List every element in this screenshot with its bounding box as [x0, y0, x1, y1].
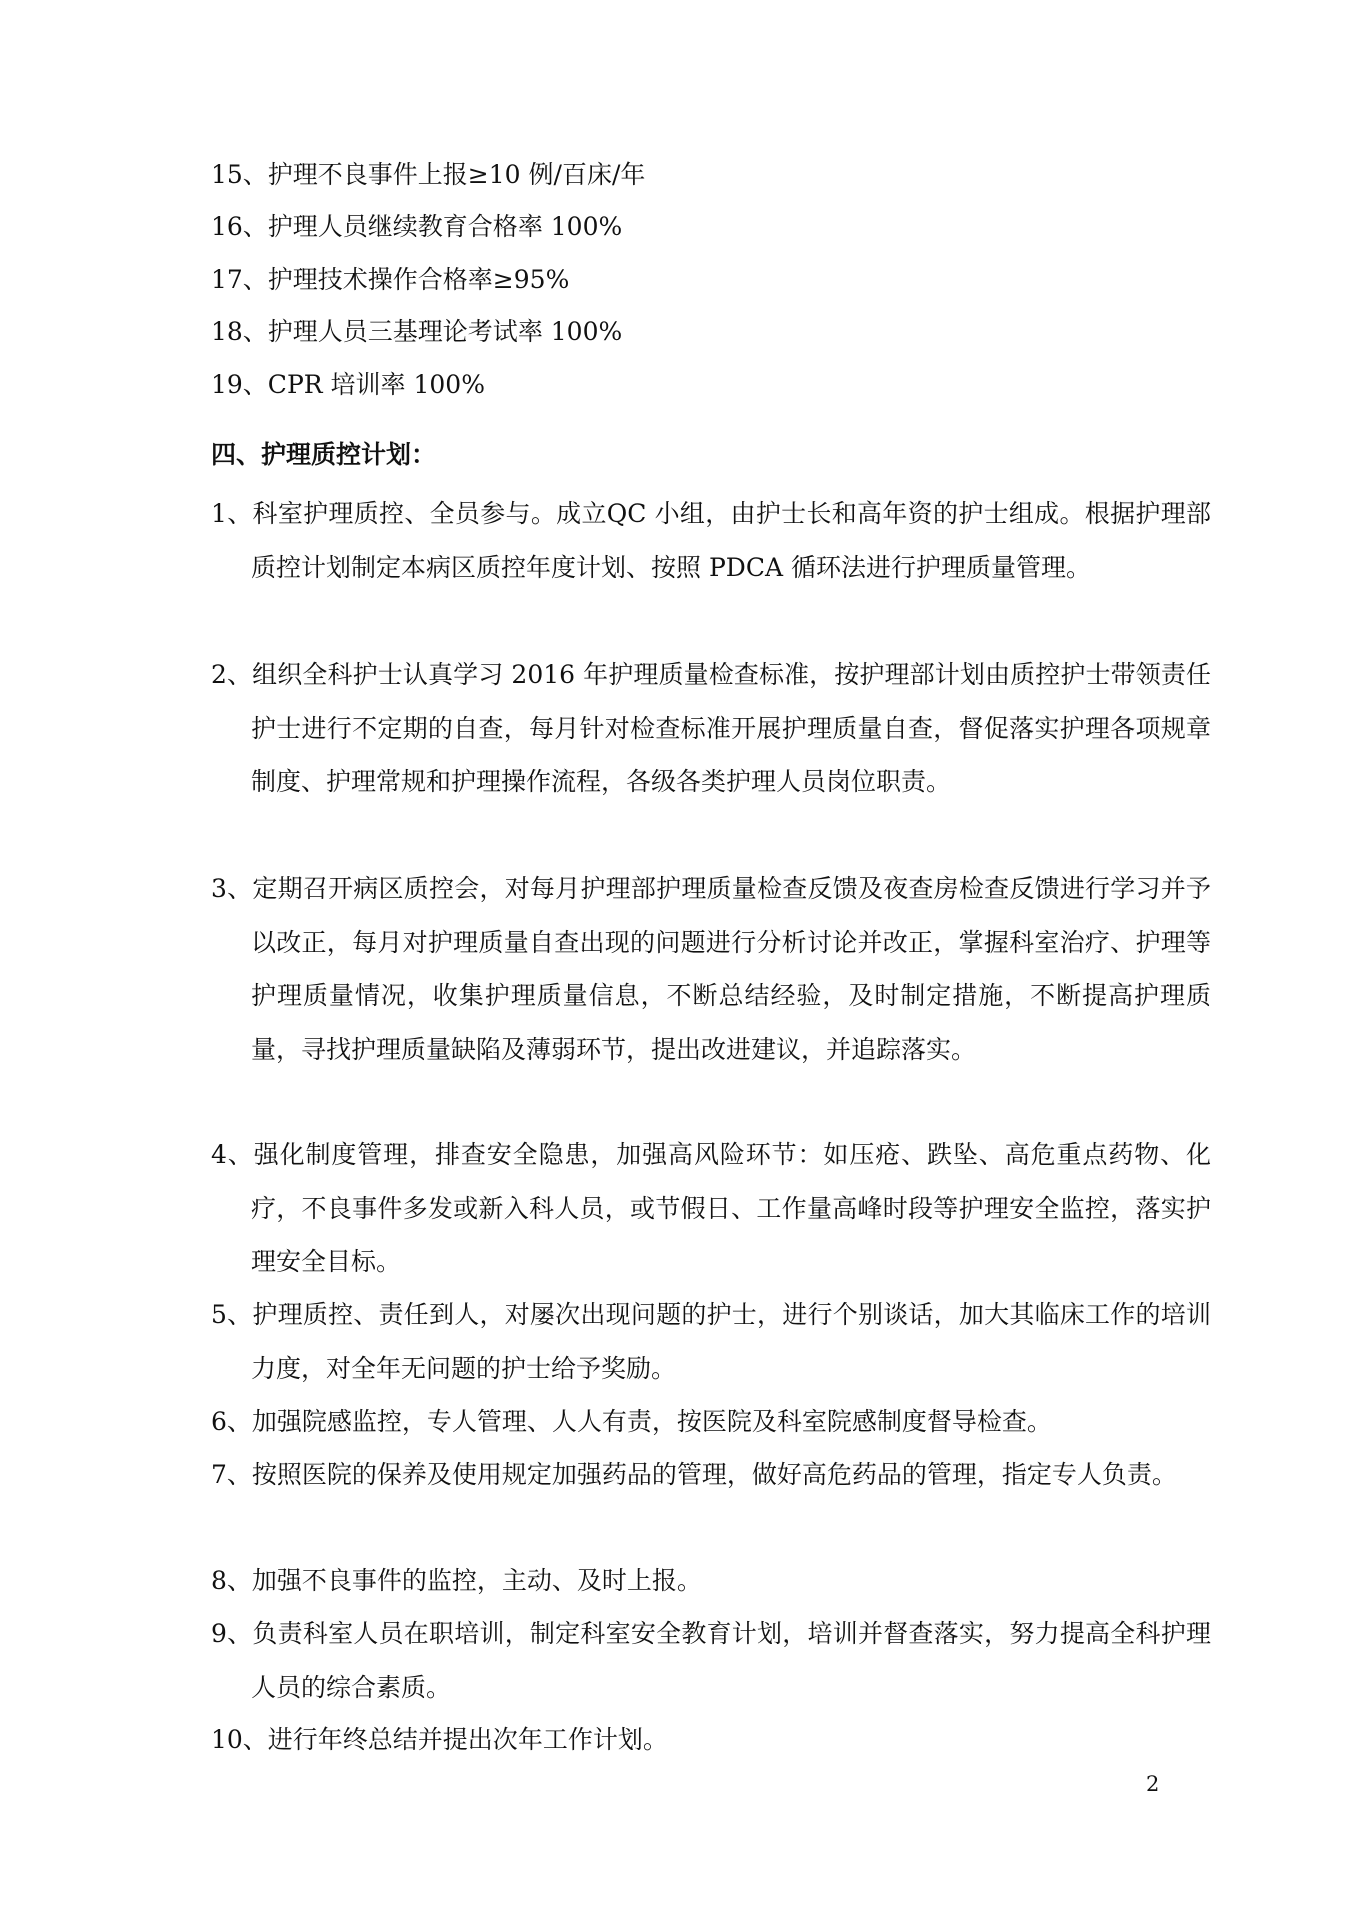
section-title: 四、护理质控计划： — [211, 440, 437, 469]
plan-item-6: 6、加强院感监控，专人管理、人人有责，按医院及科室院感制度督导检查。 — [211, 1407, 1052, 1436]
plan-item-7: 7、按照医院的保养及使用规定加强药品的管理，做好高危药品的管理，指定专人负责。 — [211, 1460, 1177, 1489]
plan-item-9: 9、负责科室人员在职培训，制定科室安全教育计划，培训并督查落实，努力提高全科护理人员的综合素质。 — [211, 1619, 1211, 1702]
plan-item-2: 2、组织全科护士认真学习 2016 年护理质量检查标准，按护理部计划由质控护士带领责任护士进行不定期的自查，每月针对检查标准开展护理质量自查，督促落实护理各项规章制度、护理常规和护理操作流程，各级各类护理人员岗位职责。 — [211, 660, 1211, 796]
plan-item-4: 4、强化制度管理，排查安全隐患，加强高风险环节：如压疮、跌坠、高危重点药物、化疗，不良事件多发或新入科人员，或节假日、工作量高峰时段等护理安全监控，落实护理安全目标。 — [211, 1140, 1211, 1276]
plan-item-10: 10、进行年终总结并提出次年工作计划。 — [211, 1725, 668, 1754]
indicator-19: 19、CPR 培训率 100% — [211, 370, 485, 399]
indicator-15: 15、护理不良事件上报≥10 例/百床/年 — [211, 160, 646, 189]
plan-item-8: 8、加强不良事件的监控，主动、及时上报。 — [211, 1566, 702, 1595]
indicator-16: 16、护理人员继续教育合格率 100% — [211, 212, 623, 241]
page-number: 2 — [1146, 1772, 1160, 1796]
plan-item-3: 3、定期召开病区质控会，对每月护理部护理质量检查反馈及夜查房检查反馈进行学习并予以改正，每月对护理质量自查出现的问题进行分析讨论并改正，掌握科室治疗、护理等护理质量情况，收集护理质量信息，不断总结经验，及时制定措施，不断提高护理质量，寻找护理质量缺陷及薄弱环节，提出改进建议，并追踪落实。 — [211, 874, 1211, 1064]
plan-item-1: 1、科室护理质控、全员参与。成立QC 小组，由护士长和高年资的护士组成。根据护理部质控计划制定本病区质控年度计划、按照 PDCA 循环法进行护理质量管理。 — [211, 499, 1211, 582]
plan-item-5: 5、护理质控、责任到人，对屡次出现问题的护士，进行个别谈话，加大其临床工作的培训力度，对全年无问题的护士给予奖励。 — [211, 1300, 1211, 1383]
indicator-17: 17、护理技术操作合格率≥95% — [211, 265, 570, 294]
indicator-18: 18、护理人员三基理论考试率 100% — [211, 317, 623, 346]
